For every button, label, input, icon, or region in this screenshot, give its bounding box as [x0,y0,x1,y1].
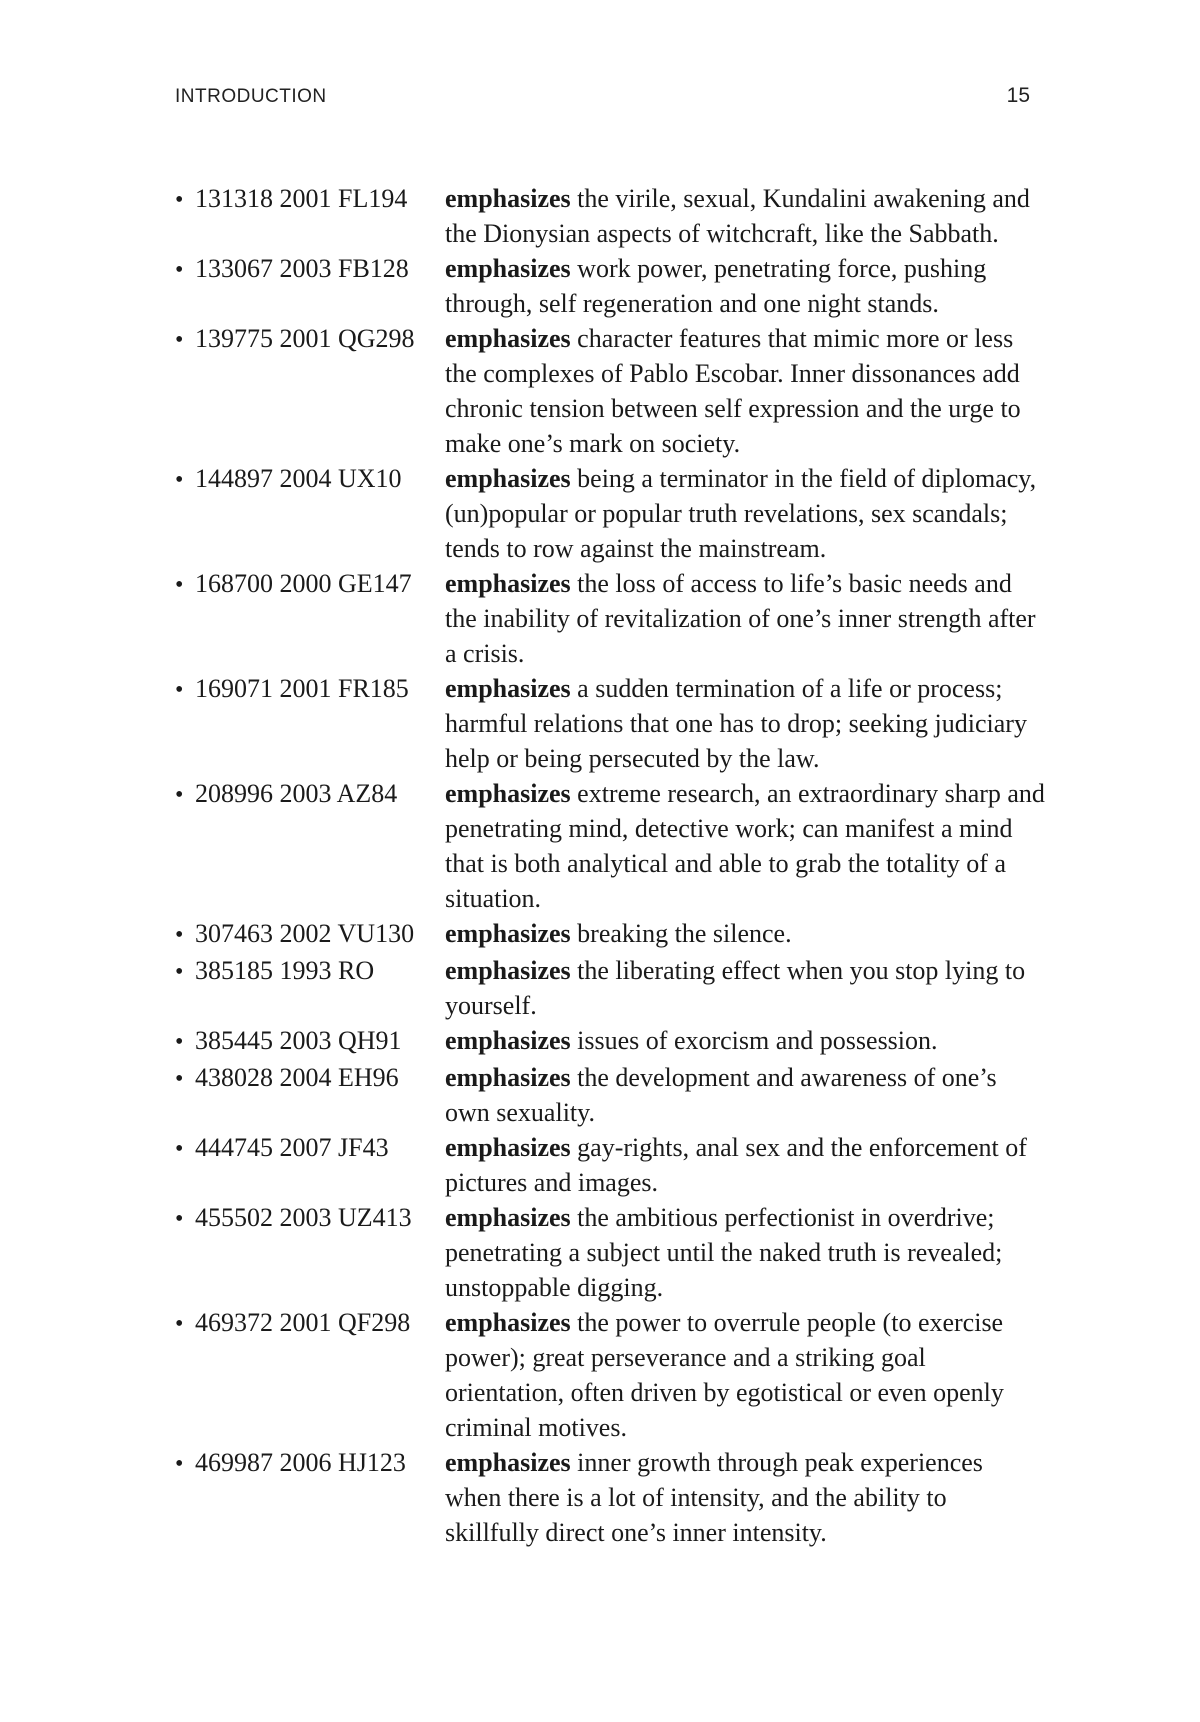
asteroid-designation: • 169071 2001 FR185 [175,671,445,708]
entry-keyword: emphasizes [445,919,571,948]
asteroid-designation: • 385185 1993 RO [175,953,445,990]
entry-text: being a terminator in the field of diplomacy, (un)popular or popular truth revelations, sex scandals; tends to row against the mainstream. [445,464,1037,563]
entry-text: the ambitious perfectionist in overdrive; penetrating a subject until the naked truth is revealed; unstoppable digging. [445,1203,1003,1302]
list-item [175,566,1045,671]
asteroid-designation: • 139775 2001 QG298 [175,321,445,358]
entry-keyword: emphasizes [445,184,571,213]
entry-text: gay-rights, anal sex and the enforcement of pictures and images. [445,1133,1027,1197]
list-item [175,321,1045,461]
entry-text: issues of exorcism and possession. [570,1026,938,1055]
list-item [175,1445,1045,1550]
asteroid-designation: • 131318 2001 FL194 [175,181,445,218]
entry-text: the development and awareness of one’s own sexuality. [445,1063,997,1127]
list-item [175,916,1045,953]
entry-keyword: emphasizes [445,1203,571,1232]
entry-text: extreme research, an extraordinary sharp and penetrating mind, detective work; can manifest a mind that is both analytical and able to grab the totality of a situation. [445,779,1045,913]
asteroid-designation: • 444745 2007 JF43 [175,1130,445,1167]
asteroid-designation: • 307463 2002 VU130 [175,916,445,953]
entry-keyword: emphasizes [445,1026,571,1055]
list-item [175,776,1045,916]
entry-description [445,251,1045,321]
entry-description [445,916,1045,951]
section-title: INTRODUCTION [175,86,327,107]
asteroid-list [175,181,1045,1550]
entry-keyword: emphasizes [445,1133,571,1162]
entry-text: the loss of access to life’s basic needs and the inability of revitalization of one’s inner strength after a crisis. [445,569,1036,668]
list-item [175,953,1045,1023]
entry-description [445,1023,1045,1058]
entry-description [445,321,1045,461]
asteroid-designation: • 455502 2003 UZ413 [175,1200,445,1237]
entry-description [445,461,1045,566]
entry-keyword: emphasizes [445,1308,571,1337]
running-header [175,84,1030,114]
list-item [175,1060,1045,1130]
entry-description [445,1445,1045,1550]
entry-keyword: emphasizes [445,674,571,703]
asteroid-designation: • 469987 2006 HJ123 [175,1445,445,1482]
entry-text: the virile, sexual, Kundalini awakening and the Dionysian aspects of witchcraft, like the Sabbath. [445,184,1030,248]
entry-description [445,1130,1045,1200]
asteroid-designation: • 133067 2003 FB128 [175,251,445,288]
entry-keyword: emphasizes [445,956,571,985]
asteroid-designation: • 208996 2003 AZ84 [175,776,445,813]
entry-keyword: emphasizes [445,464,571,493]
entry-keyword: emphasizes [445,1063,571,1092]
entry-keyword: emphasizes [445,1448,571,1477]
asteroid-designation: • 144897 2004 UX10 [175,461,445,498]
entry-text: the liberating effect when you stop lying to yourself. [445,956,1026,1020]
asteroid-designation: • 438028 2004 EH96 [175,1060,445,1097]
entry-keyword: emphasizes [445,324,571,353]
entry-keyword: emphasizes [445,779,571,808]
entry-text: work power, penetrating force, pushing through, self regeneration and one night stands. [445,254,987,318]
entry-description [445,776,1045,916]
list-item [175,181,1045,251]
entry-description [445,566,1045,671]
entry-text: character features that mimic more or less the complexes of Pablo Escobar. Inner dissonances add chronic tension between self expression and the urge to make one’s mark on society. [445,324,1021,458]
list-item [175,461,1045,566]
list-item [175,1200,1045,1305]
entry-text: a sudden termination of a life or process; harmful relations that one has to drop; seeking judiciary help or being persecuted by the law. [445,674,1027,773]
entry-description [445,1060,1045,1130]
entry-text: the power to overrule people (to exercise power); great perseverance and a striking goal orientation, often driven by egotistical or even openly criminal motives. [445,1308,1004,1442]
list-item [175,1130,1045,1200]
asteroid-designation: • 168700 2000 GE147 [175,566,445,603]
page-number: 15 [1006,84,1030,107]
list-item [175,251,1045,321]
asteroid-designation: • 469372 2001 QF298 [175,1305,445,1342]
entry-text: inner growth through peak experiences when there is a lot of intensity, and the ability to skillfully direct one’s inner intensity. [445,1448,983,1547]
entry-description [445,181,1045,251]
entry-description [445,953,1045,1023]
entry-keyword: emphasizes [445,569,571,598]
list-item [175,1023,1045,1060]
entry-text: breaking the silence. [570,919,792,948]
entry-description [445,671,1045,776]
list-item [175,1305,1045,1445]
asteroid-designation: • 385445 2003 QH91 [175,1023,445,1060]
entry-description [445,1200,1045,1305]
entry-description [445,1305,1045,1445]
entry-keyword: emphasizes [445,254,571,283]
list-item [175,671,1045,776]
